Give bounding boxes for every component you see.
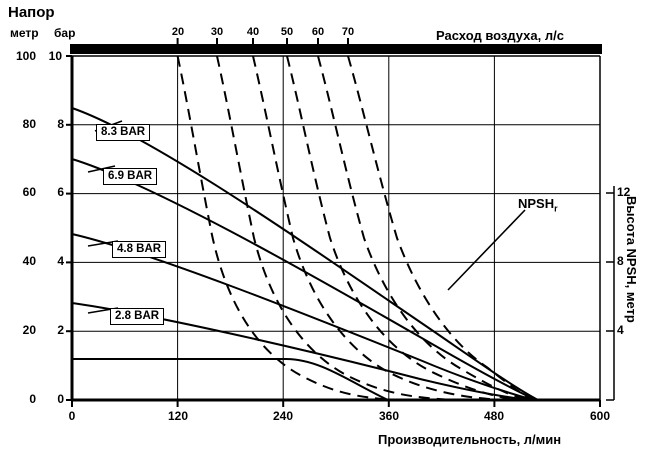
bottom-tick-480: 480 — [483, 409, 505, 423]
bottom-axis-title: Производительность, л/мин — [378, 432, 562, 447]
bottom-tick-120: 120 — [167, 409, 189, 423]
npsh-subscript: r — [554, 203, 558, 214]
npsh-annotation — [518, 196, 558, 214]
left-axis-unit-metr: метр — [10, 26, 39, 40]
top-tick-40: 40 — [246, 26, 260, 38]
left-tick-20: 20 — [22, 323, 36, 337]
bar-tick-0: 0 — [57, 392, 64, 406]
bottom-tick-360: 360 — [378, 409, 400, 423]
page-title: Напор — [8, 4, 55, 21]
plot-area — [72, 56, 600, 400]
top-tick-50: 50 — [280, 26, 294, 38]
right-tick-12: 12 — [617, 185, 631, 199]
curve-label-2-8bar: 2.8 BAR — [110, 308, 164, 325]
left-tick-100: 100 — [15, 49, 36, 63]
bottom-tick-600: 600 — [589, 409, 611, 423]
top-tick-20: 20 — [171, 26, 185, 38]
top-tick-30: 30 — [210, 26, 224, 38]
bar-tick-6: 6 — [57, 185, 64, 199]
left-tick-40: 40 — [22, 254, 36, 268]
left-axis-unit-bar: бар — [54, 26, 76, 40]
curve-label-4-8bar: 4.8 BAR — [112, 241, 166, 258]
bottom-tick-0: 0 — [68, 409, 76, 423]
npsh-text: NPSH — [518, 196, 555, 211]
right-tick-8: 8 — [617, 254, 624, 268]
bar-tick-4: 4 — [57, 254, 64, 268]
curve-label-6-9bar: 6.9 BAR — [103, 168, 157, 185]
left-tick-0: 0 — [29, 392, 36, 406]
top-axis-title: Расход воздуха, л/с — [436, 28, 564, 43]
top-axis-ticks — [178, 38, 348, 44]
bar-tick-10: 10 — [48, 49, 62, 63]
left-tick-60: 60 — [22, 185, 36, 199]
bottom-tick-240: 240 — [272, 409, 294, 423]
curve-label-8-3bar: 8.3 BAR — [96, 124, 150, 141]
bar-tick-8: 8 — [57, 117, 64, 131]
left-tick-80: 80 — [22, 117, 36, 131]
bar-tick-2: 2 — [57, 323, 64, 337]
right-tick-4: 4 — [617, 323, 624, 337]
top-tick-60: 60 — [311, 26, 325, 38]
right-npsh-axis — [606, 186, 614, 400]
top-tick-70: 70 — [341, 26, 355, 38]
right-axis-title: Высота NPSH, метр — [624, 196, 639, 323]
top-band — [70, 44, 602, 54]
